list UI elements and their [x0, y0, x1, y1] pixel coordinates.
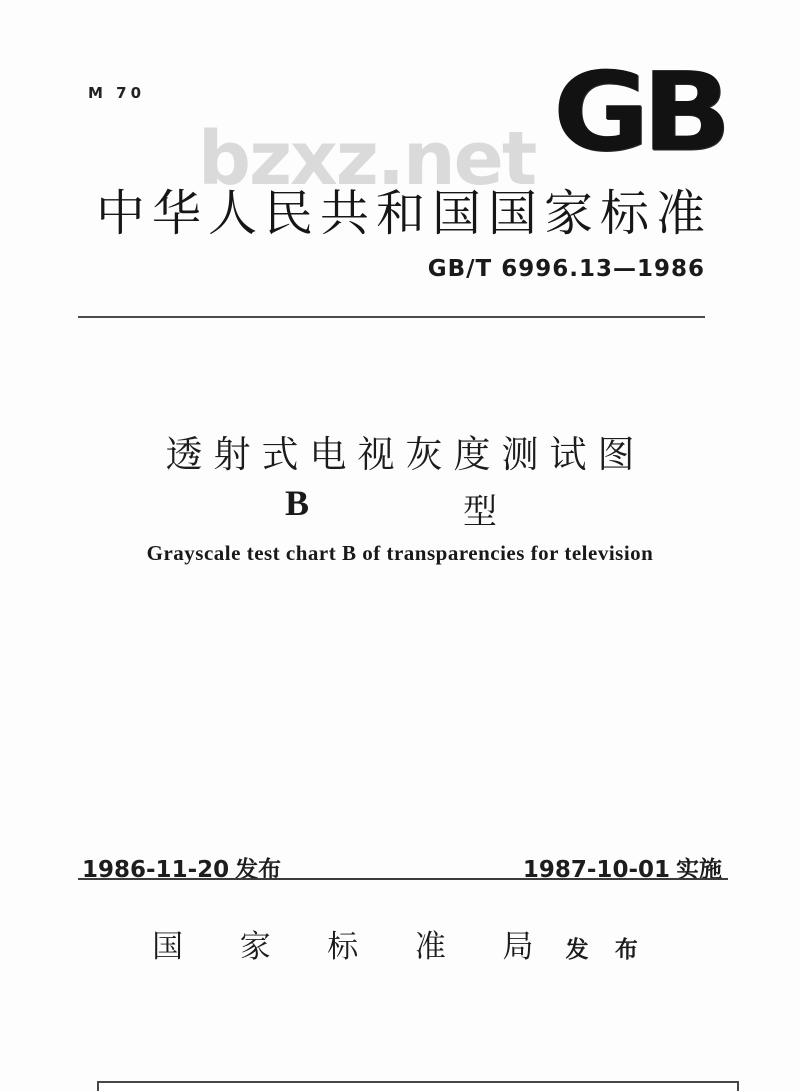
cutoff-frame-top [97, 1081, 739, 1091]
issuer-name: 国 家 标 准 局 [152, 929, 558, 964]
standard-number: GB/T 6996.13—1986 [427, 256, 705, 282]
implementation-date: 1987-10-01 [522, 857, 670, 883]
national-standard-title: 中华人民共和国国家标准 [96, 187, 713, 241]
footer-divider-line [78, 878, 728, 880]
issue-label: 发布 [235, 856, 282, 882]
issuer-row [0, 921, 800, 966]
document-title-en: Grayscale test chart B of transparencies for television [146, 541, 654, 565]
gb-logo-text: GB [552, 48, 724, 176]
watermark-text: bzxz.net [198, 116, 536, 202]
type-suffix: 型 [463, 493, 497, 531]
gb-logo [533, 48, 743, 176]
classification-code: M 70 [88, 84, 146, 102]
implementation-label: 实施 [676, 856, 722, 882]
issue-date: 1986-11-20 [82, 857, 230, 883]
type-designation-row [0, 480, 800, 530]
header-divider-line [78, 316, 705, 318]
type-letter: B [285, 483, 310, 523]
issuer-action: 发 布 [565, 936, 648, 962]
document-title-cn: 透射式电视灰度测试图 [165, 434, 646, 475]
